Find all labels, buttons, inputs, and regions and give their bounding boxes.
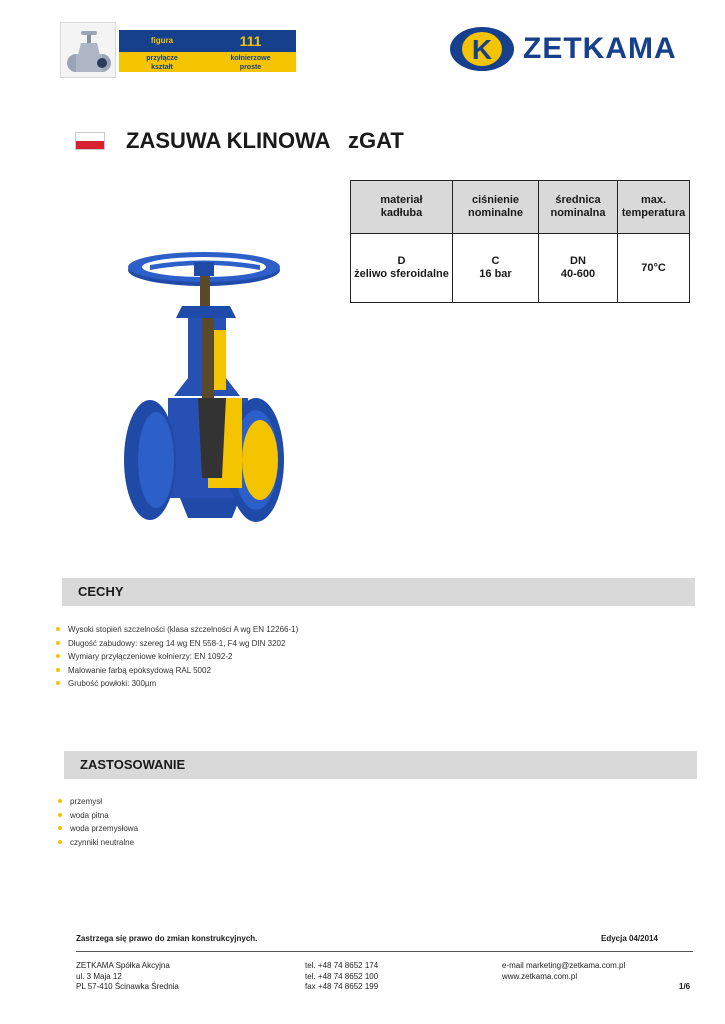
applications-heading: ZASTOSOWANIE <box>64 751 697 779</box>
footer-divider <box>76 951 693 952</box>
list-item: przemysł <box>56 795 138 809</box>
disclaimer: Zastrzega się prawo do zmian konstrukcyjnych. <box>76 934 258 943</box>
zetkama-logo <box>449 26 709 72</box>
list-item: woda przemysłowa <box>56 822 138 836</box>
list-item: Wymiary przyłączeniowe kołnierzy: EN 1092-2 <box>54 650 298 664</box>
figure-label: figura <box>150 36 174 45</box>
figure-number: 111 <box>239 33 262 49</box>
figure-info-box <box>119 30 296 72</box>
website-link[interactable]: www.zetkama.com.pl <box>502 971 578 981</box>
spec-header-material: materiał kadłuba <box>351 181 453 234</box>
company-contact <box>502 961 625 982</box>
connection-value: kołnierzowe proste <box>230 55 271 71</box>
features-list <box>54 623 298 691</box>
spec-value-temperature: 70°C <box>618 234 690 303</box>
list-item: Grubość powłoki: 300µm <box>54 677 298 691</box>
company-phones: tel. +48 74 8652 174 tel. +48 74 8652 100 fax +48 74 8652 199 <box>305 961 379 991</box>
bullet-icon <box>56 681 60 685</box>
list-item: Długość zabudowy: szereg 14 wg EN 558-1, F4 wg DIN 3202 <box>54 637 298 651</box>
list-item: Malowanie farbą epoksydową RAL 5002 <box>54 664 298 678</box>
gate-valve-image <box>110 248 295 553</box>
spec-header-temperature: max. temperatura <box>618 181 690 234</box>
page-title: ZASUWA KLINOWA zGAT <box>126 128 404 153</box>
spec-table <box>350 180 690 303</box>
list-item: Wysoki stopień szczelności (klasa szczelności A wg EN 12266-1) <box>54 623 298 637</box>
email-link[interactable]: e-mail marketing@zetkama.com.pl <box>502 961 626 970</box>
bullet-icon <box>56 654 60 658</box>
features-heading: CECHY <box>62 578 695 606</box>
spec-header-pressure: ciśnienie nominalne <box>453 181 539 234</box>
zetkama-logo-mark-icon <box>449 26 515 72</box>
connection-label: przyłącze kształt <box>146 55 178 71</box>
bullet-icon <box>58 799 62 803</box>
applications-list <box>56 795 138 849</box>
bullet-icon <box>58 813 62 817</box>
spec-value-pressure: C 16 bar <box>453 234 539 303</box>
spec-header-diameter: średnica nominalna <box>539 181 618 234</box>
spec-value-material: D żeliwo sferoidalne <box>351 234 453 303</box>
bullet-icon <box>56 627 60 631</box>
logo-letter: K <box>471 34 493 65</box>
page-number: 1/6 <box>679 982 691 991</box>
bullet-icon <box>56 641 60 645</box>
bullet-icon <box>58 826 62 830</box>
bullet-icon <box>56 668 60 672</box>
company-address: ZETKAMA Spółka Akcyjna ul. 3 Maja 12 PL 57-410 Ścinawka Średnia <box>76 961 179 991</box>
polish-flag-icon <box>75 132 105 150</box>
list-item: czynniki neutralne <box>56 836 138 850</box>
bullet-icon <box>58 840 62 844</box>
edition: Edycja 04/2014 <box>601 934 658 943</box>
spec-value-diameter: DN 40-600 <box>539 234 618 303</box>
valve-thumbnail-image <box>60 22 116 78</box>
brand-name: ZETKAMA <box>523 32 677 65</box>
list-item: woda pitna <box>56 809 138 823</box>
